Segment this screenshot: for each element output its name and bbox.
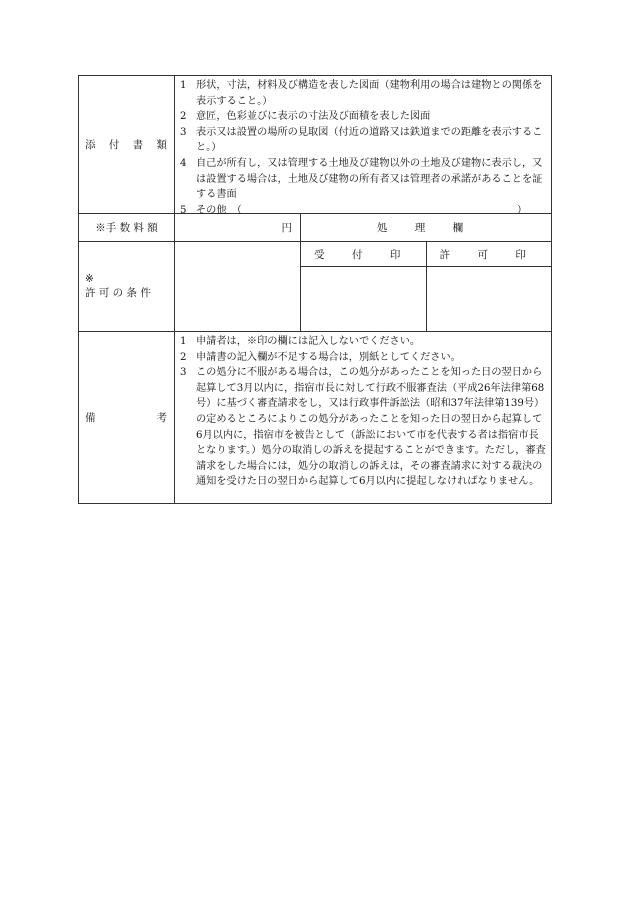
fee-label: ※手 数 料 額: [79, 214, 175, 241]
remarks-row: [79, 332, 551, 503]
remark-item: 2 申請書の記入欄が不足する場合は，別紙としてください。: [180, 351, 461, 363]
attachments-label: 添 付 書 類: [79, 76, 175, 213]
attachment-item: 5 その他 （ ）: [180, 204, 528, 216]
conditions-body: [175, 242, 551, 331]
stamp-header: [301, 242, 551, 267]
approval-stamp-box[interactable]: [426, 267, 552, 331]
remarks-list: [175, 332, 551, 503]
stamp-boxes: [301, 267, 551, 331]
receipt-stamp-label: 受 付 印: [314, 248, 413, 261]
attachment-item: 1 形状，寸法，材料及び構造を表した図面（建物利用の場合は建物との関係を表示すること。）: [180, 80, 543, 107]
remark-item: 1 申請者は，※印の欄には記入しないでください。: [180, 336, 421, 347]
conditions-field[interactable]: [175, 242, 301, 331]
application-form-table: [78, 75, 552, 504]
attachment-item: 2 意匠，色彩並びに表示の寸法及び面積を表した図面: [180, 111, 431, 123]
attachments-list: [175, 76, 551, 216]
conditions-row: [79, 242, 551, 332]
fee-unit: 円: [281, 222, 292, 234]
processing-column-label: 処 理 欄: [376, 222, 476, 234]
fee-amount-field[interactable]: [175, 214, 301, 241]
official-use-mark: ※: [85, 273, 94, 285]
remark-item: 3 この処分に不服がある場合は，この処分があったことを知った日の翌日から起算して3月以内に，指宿市長に対して行政不服審査法（平成26年法律第68号）に基づく審査請求をし，又は行政事件訴訟法（昭和37年法律第139号）の定めるところによりこの処分があったことを知った日の翌日から起算して6月以内に，指宿市を被告として（訴訟において市を代表する者は指宿市長となります。）処分の取消しの訴えを提起することができます。ただし，審査請求をした場合には，処分の取消しの訴えは，その審査請求に対する裁決の通知を受けた日の翌日から起算して6月以内に提起しなければなりません。: [180, 367, 546, 488]
attachment-item: 4 自己が所有し，又は管理する土地及び建物以外の土地及び建物に表示し，又は設置する場合は，土地及び建物の所有者又は管理者の承諾があることを証する書面: [180, 157, 543, 201]
conditions-label: ※ 許 可 の 条 件: [79, 242, 175, 331]
receipt-stamp-box[interactable]: [301, 267, 426, 331]
attachments-row: [79, 76, 551, 214]
stamp-area: [301, 242, 551, 331]
remarks-label: 備 考: [79, 332, 175, 503]
fee-row: [79, 214, 551, 242]
attachment-item: 3 表示又は設置の場所の見取図（付近の道路又は鉄道までの距離を表示すること。）: [180, 126, 543, 154]
approval-stamp-label: 許 可 印: [426, 242, 552, 266]
